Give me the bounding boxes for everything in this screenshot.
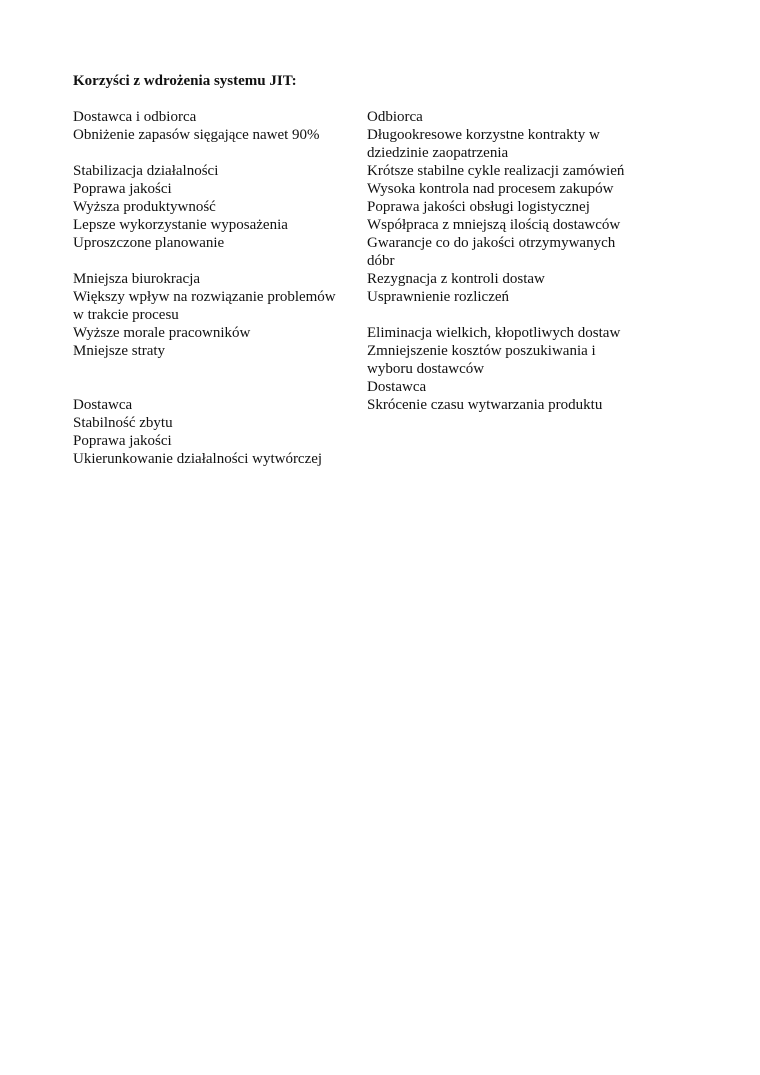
left-column (73, 108, 358, 468)
right-line: Zmniejszenie kosztów poszukiwania i (367, 343, 596, 359)
left-line: w trakcie procesu (73, 307, 179, 323)
left-line (73, 378, 358, 396)
left-line: Poprawa jakości (73, 433, 172, 449)
right-line: Gwarancje co do jakości otrzymywanych (367, 235, 616, 251)
left-line (73, 252, 358, 270)
right-line: wyboru dostawców (367, 361, 485, 377)
left-line: Ukierunkowanie działalności wytwórczej (73, 451, 323, 467)
right-line: Dostawca (367, 379, 427, 395)
right-line: Współpraca z mniejszą ilością dostawców (367, 217, 621, 233)
left-line: Wyższa produktywność (73, 199, 216, 215)
left-line: Lepsze wykorzystanie wyposażenia (73, 217, 288, 233)
left-line: Stabilizacja działalności (73, 163, 219, 179)
left-line (73, 144, 358, 162)
left-line: Wyższe morale pracowników (73, 325, 251, 341)
right-line: Krótsze stabilne cykle realizacji zamówień (367, 163, 625, 179)
left-line: Uproszczone planowanie (73, 235, 225, 251)
left-line: Większy wpływ na rozwiązanie problemów (73, 289, 336, 305)
right-line: Usprawnienie rozliczeń (367, 289, 510, 305)
right-column (367, 108, 642, 414)
right-line: Skrócenie czasu wytwarzania produktu (367, 397, 603, 413)
right-line: Wysoka kontrola nad procesem zakupów (367, 181, 614, 197)
left-line: Dostawca (73, 397, 133, 413)
left-line: Dostawca i odbiorca (73, 109, 197, 125)
left-line (73, 360, 358, 378)
right-line: Odbiorca (367, 109, 423, 125)
right-line: dóbr (367, 253, 395, 269)
left-line: Mniejsza biurokracja (73, 271, 201, 287)
left-line: Poprawa jakości (73, 181, 172, 197)
right-line: Długookresowe korzystne kontrakty w (367, 127, 600, 143)
left-line: Obniżenie zapasów sięgające nawet 90% (73, 127, 320, 143)
right-line (367, 306, 642, 324)
right-line: Rezygnacja z kontroli dostaw (367, 271, 545, 287)
left-line: Mniejsze straty (73, 343, 166, 359)
right-line: Eliminacja wielkich, kłopotliwych dostaw (367, 325, 621, 341)
document-title: Korzyści z wdrożenia systemu JIT: (73, 73, 297, 89)
left-line: Stabilność zbytu (73, 415, 173, 431)
right-line: dziedzinie zaopatrzenia (367, 145, 509, 161)
right-line: Poprawa jakości obsługi logistycznej (367, 199, 590, 215)
